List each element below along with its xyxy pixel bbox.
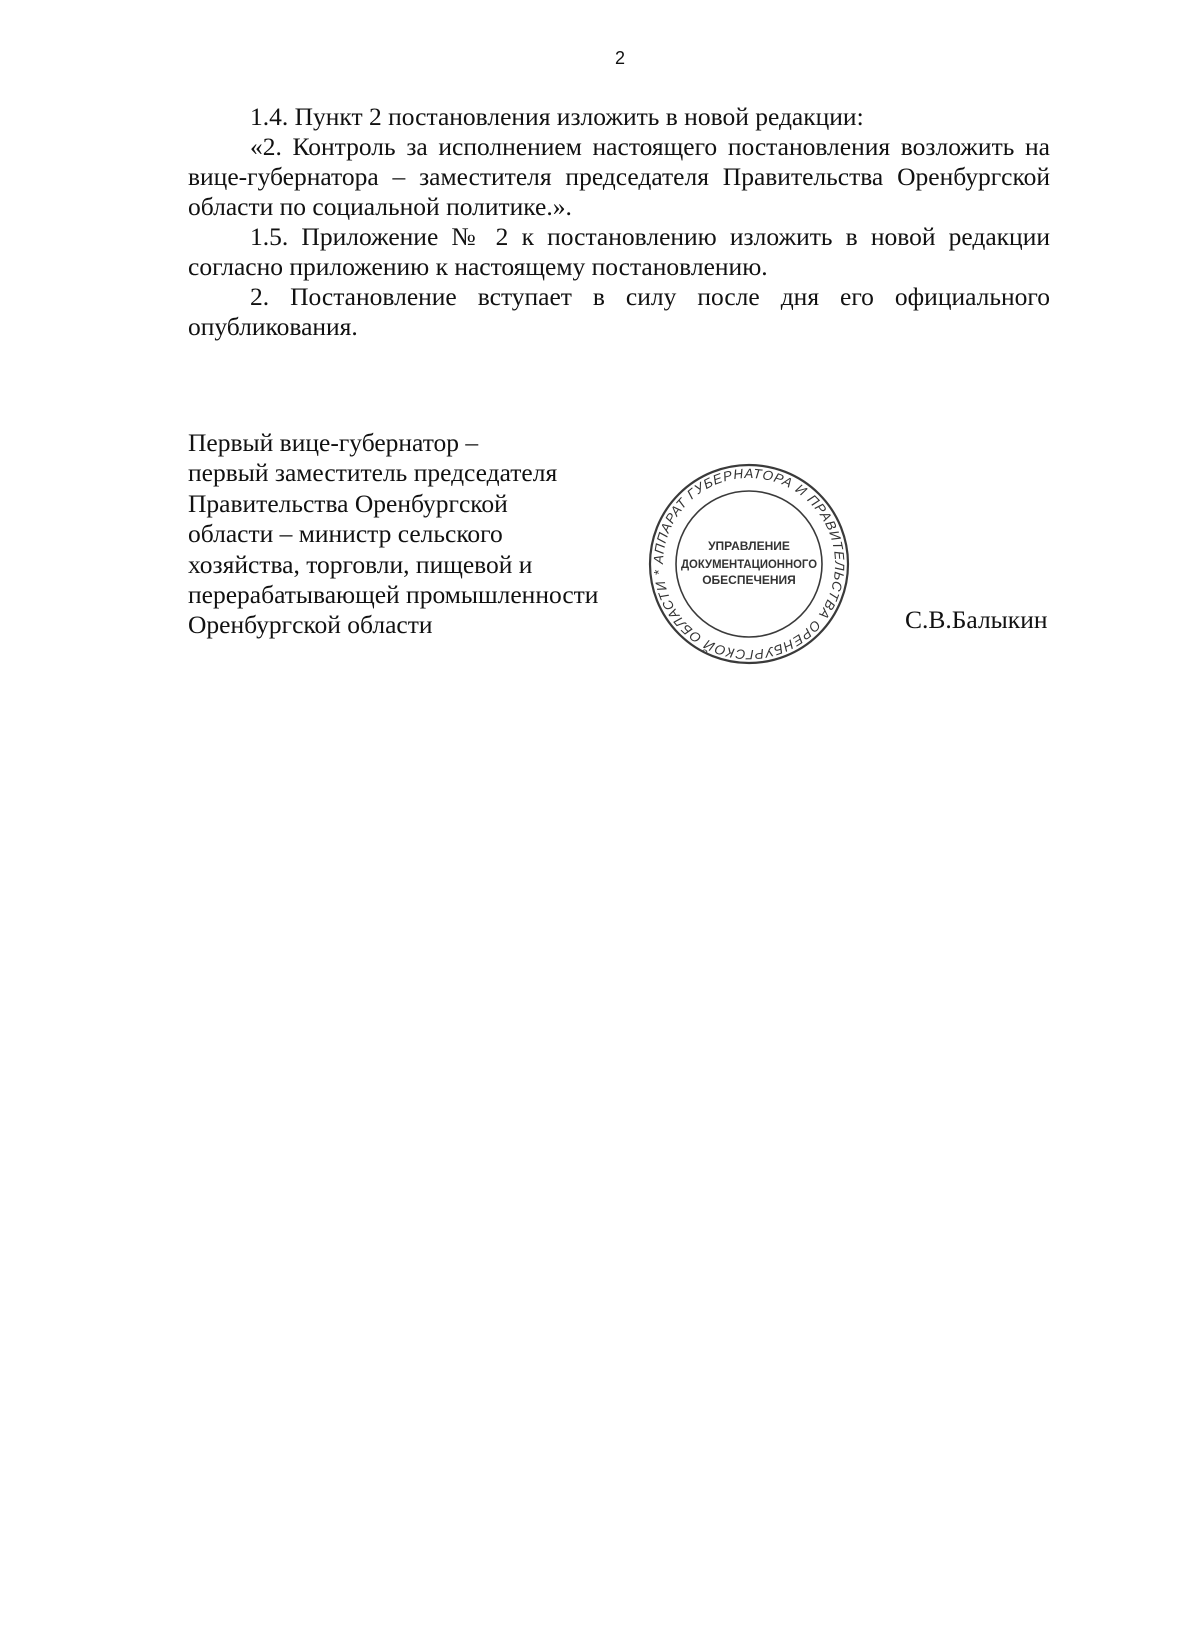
signatory-position-line: Первый вице-губернатор – xyxy=(188,428,479,457)
official-stamp xyxy=(647,462,851,666)
stamp-outer-text-path: АППАРАТ ГУБЕРНАТОРА И ПРАВИТЕЛЬСТВА ОРЕНБУРГСКОЙ ОБЛАСТИ * xyxy=(650,465,848,663)
signatory-position-line: Оренбургской области xyxy=(188,610,433,640)
document-body xyxy=(188,102,1050,342)
stamp-inner-line: ДОКУМЕНТАЦИОННОГО xyxy=(681,557,817,571)
signatory-name: С.В.Балыкин xyxy=(905,605,1048,634)
paragraph: 1.5. Приложение № 2 к постановлению изложить в новой редакции согласно приложению к настоящему постановлению. xyxy=(188,222,1050,281)
signatory-position xyxy=(188,428,628,641)
paragraph: 1.4. Пункт 2 постановления изложить в новой редакции: xyxy=(250,102,864,131)
paragraph: «2. Контроль за исполнением настоящего постановления возложить на вице-губернатора – заместителя председателя Правительства Оренбургской области по социальной политике.». xyxy=(188,132,1050,221)
signatory-position-line: Правительства Оренбургской xyxy=(188,488,508,518)
signatory-position-line: первый заместитель председателя xyxy=(188,458,558,488)
signatory-position-line: хозяйства, торговли, пищевой и xyxy=(188,549,533,579)
page-number: 2 xyxy=(614,48,625,68)
stamp-inner-line: УПРАВЛЕНИЕ xyxy=(708,539,790,553)
stamp-inner-line: ОБЕСПЕЧЕНИЯ xyxy=(702,573,796,587)
signatory-position-line: области – министр сельского xyxy=(188,519,503,549)
paragraph: 2. Постановление вступает в силу после дня его официального опубликования. xyxy=(188,282,1050,341)
signatory-position-line: перерабатывающей промышленности xyxy=(188,580,599,610)
